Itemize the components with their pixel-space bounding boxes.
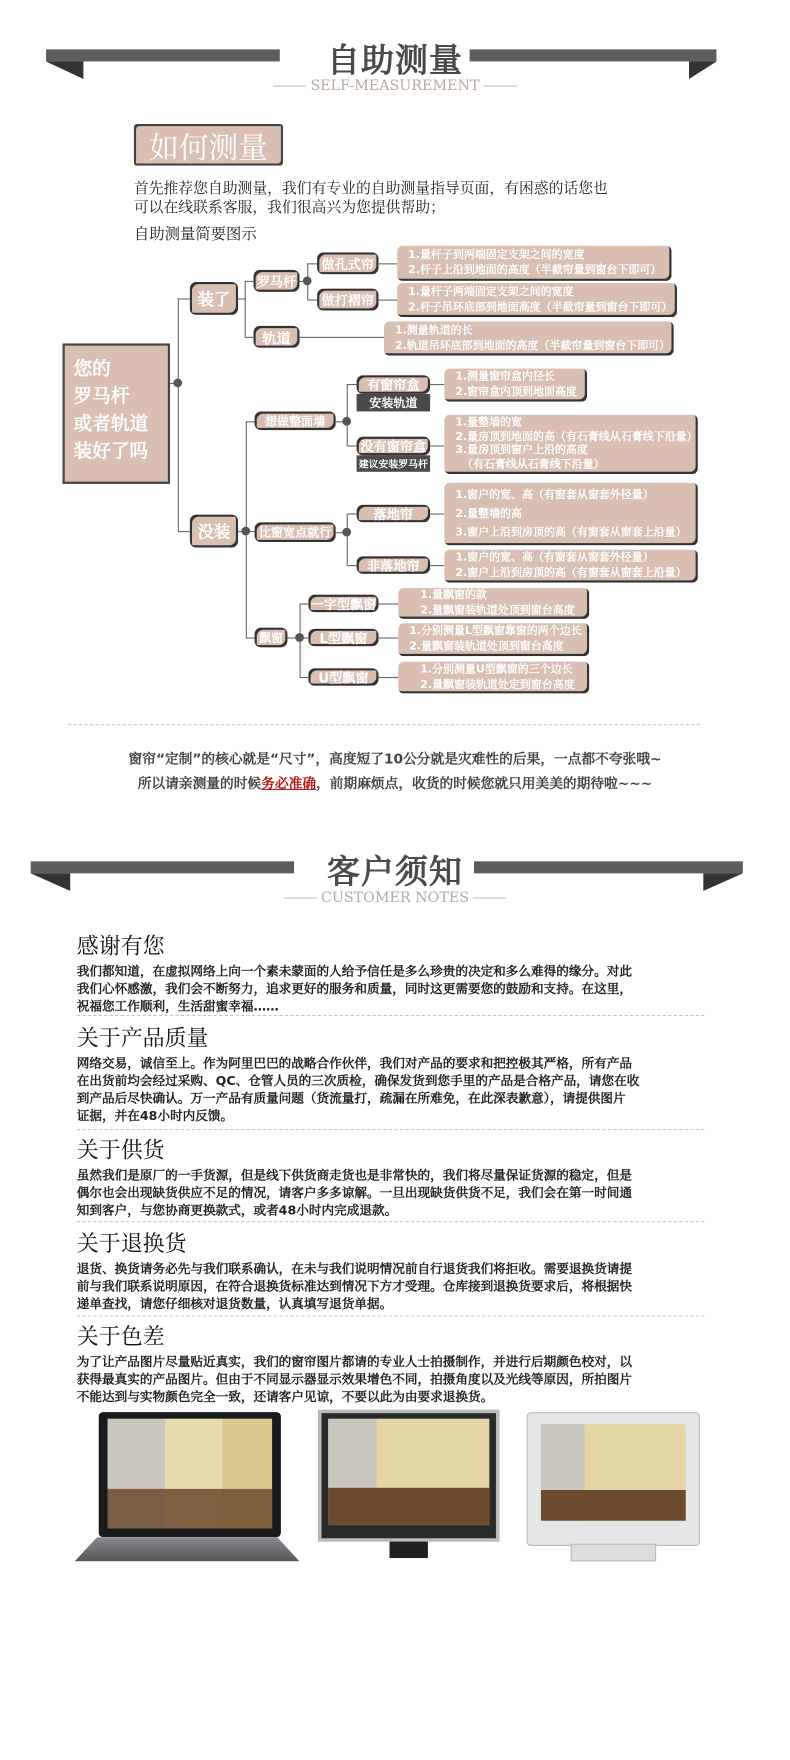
section-title: 自助测量 [326,41,464,81]
non-floor-desc [444,550,697,583]
text-line: 1.测量轨道的长 [394,324,473,337]
laptop-keyboard [75,1537,300,1561]
connector-line [246,421,255,422]
text-line: （有石膏线从石膏线下沿量） [461,458,605,471]
note-heading: 关于退换货 [76,1229,187,1257]
connector-line [347,445,357,446]
connector-line [379,677,399,678]
whole-wall-node: 想做整面墙 [255,411,336,430]
emphasis-text: 务必准确 [261,774,317,792]
text-line: 3.量房顶到窗户上沿的高度 [455,444,588,457]
text-line: ，前期麻烦点，收货的时候您就只用美美的期待啦~~~ [316,774,653,792]
has-box-node: 有窗帘盒 [357,375,431,394]
text-line: 1.测量窗帘盒内径长 [455,370,555,383]
text-line: 2.窗帘盒内顶到地面高度 [455,386,577,399]
text-line: 为了让产品图片尽量贴近真实，我们的窗帘图片都请的专业人士拍摄制作，并进行后期颜色校对，以 [76,1353,632,1370]
connector-line [246,637,255,638]
connector-line [307,300,317,301]
section-subtitle: SELF-MEASUREMENT [310,77,480,95]
note-body [77,1260,708,1313]
has-box-desc [444,369,587,402]
text-line: 证据，并在48小时内反馈。 [76,1108,234,1124]
text-line: 我们心怀感激，我们会不断努力，追求更好的服务和质量，同时这更需要您的鼓励和支持。在这里， [76,980,632,997]
note-quality [77,1024,708,1125]
text-line: 可以在线联系客服，我们很高兴为您提供帮助； [133,198,445,217]
connector-line [347,513,348,565]
text-line: 3.窗户上沿到房顶的高（有窗套从窗套上沿量） [455,526,687,539]
divider [68,724,700,725]
note-thanks [77,932,708,1015]
monitor-stand [390,1542,428,1558]
how-to-measure-label: 如何测量 [134,124,283,166]
connector-line [245,281,246,337]
no-box-node: 没有窗帘盒 [357,437,431,456]
note-body [77,962,708,1015]
floor-desc [444,483,697,546]
connector-line [347,384,348,445]
note-heading: 关于供货 [76,1136,165,1164]
note-heading: 关于色差 [76,1323,165,1350]
note-heading: 感谢有您 [76,932,165,959]
installed-node: 装了 [190,282,238,315]
note-supply [77,1136,708,1219]
connector-line [379,300,398,301]
text-line [541,1490,686,1521]
text-line: 在出货前均会经过采购、QC、仓管人员的三次质检，确保发货到您手里的产品是合格产品，请您在收 [76,1073,640,1089]
u-bay-node: U型飘窗 [308,668,378,686]
slogan [0,747,790,795]
text-line: 虽然我们是原厂的一手货源，但是线下供货商走货也是非常快的，我们将尽量保证货源的稳定，但是 [76,1167,632,1183]
text-line: 罗马杆 [73,386,130,409]
text-line: 前与我们联系说明原因，在符合退换货标准达到情况下方才受理。仓库接到退换货要求后，将根据快 [76,1278,632,1294]
not-installed-node: 没装 [190,515,238,548]
text-line: 1.窗户的宽、高（有窗套从窗套外径量） [455,489,654,502]
no-box-note: 建议安装罗马杆 [357,455,431,471]
pleat-node: 做打褶帘 [317,289,378,311]
note-body [77,1353,708,1406]
text-line [108,1489,273,1528]
divider [77,1129,705,1130]
roman-rod-node: 罗马杆 [253,270,299,292]
connector-line [245,281,254,282]
floor-curtain-node: 落地帘 [357,505,431,523]
connector-line [245,337,254,338]
text-line [328,1488,489,1525]
text-line: 2.量整墙的高 [455,508,523,521]
text-line: 2.轨道吊环底部到地面的高度（半截帘量到窗台下即可） [394,339,671,352]
track-desc [384,321,674,355]
text-line: 或者轨道 [73,413,149,436]
note-body [77,1166,708,1219]
diagram-caption: 自助测量简要图示 [133,226,257,244]
text-line: 1.量整墙的宽 [455,416,523,430]
text-line: 您的 [73,358,111,381]
text-line: 递单查找，请您仔细核对退货数量，认真填写退货单据。 [76,1295,393,1312]
text-line: 不能达到与实物颜色完全一致，还请客户见谅，不要以此为由要求退换货。 [76,1389,494,1405]
connector-line [347,565,357,566]
divider [77,1316,705,1317]
u-bay-desc [398,662,589,694]
has-box-note: 安装轨道 [357,394,431,412]
text-line: 网络交易，诚信至上。作为阿里巴巴的战略合作伙伴，我们对产品的要求和把控极其严格，所有产品 [76,1055,632,1071]
text-line [0,771,790,795]
section-subtitle: CUSTOMER NOTES [320,889,470,907]
connector-dot [342,417,351,426]
connector-line [347,513,357,514]
text-line: 获得最真实的产品图片。但由于不同显示器显示效果增色不同，拍摄角度以及光线等原因，所拍图片 [76,1371,632,1387]
connector-line [379,637,399,638]
l-bay-desc [398,623,589,656]
connector-line [430,565,444,566]
root-question [63,343,171,483]
text-line: 窗帘“定制”的核心就是“尺寸”，高度短了10公分就是灾难性的后果，一点都不夸张哦~ [128,750,662,767]
intro-text [134,180,608,217]
text-line: 2.窗户上沿到房顶的高（有窗套从窗套上沿量） [455,567,687,580]
text-line: 2.量飘窗装轨道处顶到窗台高度 [420,604,575,617]
connector-line [178,531,190,532]
text-line: 1.窗户的宽、高（有窗套从窗套外径量） [455,551,654,564]
crt-monitor-image [527,1412,700,1546]
connector-dot [303,276,312,285]
text-line: 1.量杆子两端固定支架之间的宽度 [408,285,574,298]
connector-dot [295,633,304,642]
note-returns [77,1229,708,1312]
divider [77,1015,705,1016]
text-line: 退货、换货请务必先与我们联系确认，在未与我们说明情况前自行退货我们将拒收。需要退换货请提 [76,1260,632,1277]
track-node: 轨道 [253,326,299,348]
note-body [77,1054,708,1124]
grommet-node: 做孔式帘 [317,252,378,274]
text-line [473,898,506,899]
note-color [77,1322,708,1405]
connector-line [178,298,190,299]
crt-monitor-base [571,1544,657,1562]
bay-window-node: 飘窗 [255,628,288,648]
straight-bay-node: 一字型飘窗 [308,595,378,613]
text-line: 2.杆子上沿到地面的高度（半截帘量到窗台下即可） [408,264,662,277]
connector-dot [241,527,250,536]
text-line: 1.量杆子到两端固定支架之间的宽度 [408,249,585,262]
straight-bay-desc [398,588,589,619]
text-line [484,86,517,87]
grommet-desc [397,246,671,281]
text-line: 1.量飘窗的款 [420,589,487,602]
laptop-image [99,1412,281,1537]
connector-dot [342,528,351,537]
l-bay-node: L型飘窗 [308,629,378,647]
text-line: 2.量房顶到地面的高（有石膏线从石膏线下沿量） [455,430,698,443]
text-line: 到产品后尽快确认。万一产品有质量问题（货流量打，疏漏在所难免，在此深表歉意），请提供图片 [76,1090,626,1106]
text-line: 2.量飘窗装轨道处顶到窗台高度 [409,640,564,653]
text-line [284,898,317,899]
connector-line [430,513,444,514]
connector-line [300,337,384,338]
connector-line [300,677,309,678]
connector-line [379,603,399,604]
text-line: 所以请亲测量的时候 [137,774,262,792]
text-line: 首先推荐您自助测量，我们有专业的自助测量指导页面，有困惑的话您也 [133,179,608,198]
connector-line [307,263,317,264]
text-line: 1.分别测量L型飘窗靠窗的两个边长 [409,625,582,638]
text-line [273,86,306,87]
connector-line [178,298,179,531]
connector-line [300,603,309,604]
text-line: 偶尔也会出现缺货供应不足的情况，请客户多多谅解。一旦出现缺货供货不足，我们会在第一时间通 [76,1184,632,1201]
connector-line [430,445,444,446]
divider [77,1221,705,1222]
no-box-desc [444,415,697,474]
text-line: 2.量飘窗装轨道处定到窗台高度 [420,678,575,691]
text-line: 我们都知道，在虚拟网络上向一个素未蒙面的人给予信任是多么珍贵的决定和多么难得的缘分。对此 [76,963,632,979]
wider-window-node: 比窗宽点就行 [255,522,336,542]
connector-line [379,263,398,264]
pleat-desc [397,283,677,317]
text-line: 2.杆子吊环底部到地面高度（半截帘量到窗台下即可） [408,301,673,314]
connector-line [430,384,444,385]
text-line [0,890,790,906]
text-line: 祝福您工作顺利，生活甜蜜幸福…… [76,998,279,1014]
text-line: 装好了吗 [73,441,149,464]
section-title: 客户须知 [326,853,464,893]
monitor-image [318,1410,499,1542]
connector-line [347,384,357,385]
text-line: 1.分别测量U型飘窗的三个边长 [420,663,573,676]
text-line [0,78,790,94]
note-heading: 关于产品质量 [76,1024,209,1052]
text-line: 知到客户，与您协商更换款式，或者48小时内完成退款。 [76,1202,398,1218]
non-floor-curtain-node: 非落地帘 [357,556,431,574]
connector-dot [173,379,182,388]
